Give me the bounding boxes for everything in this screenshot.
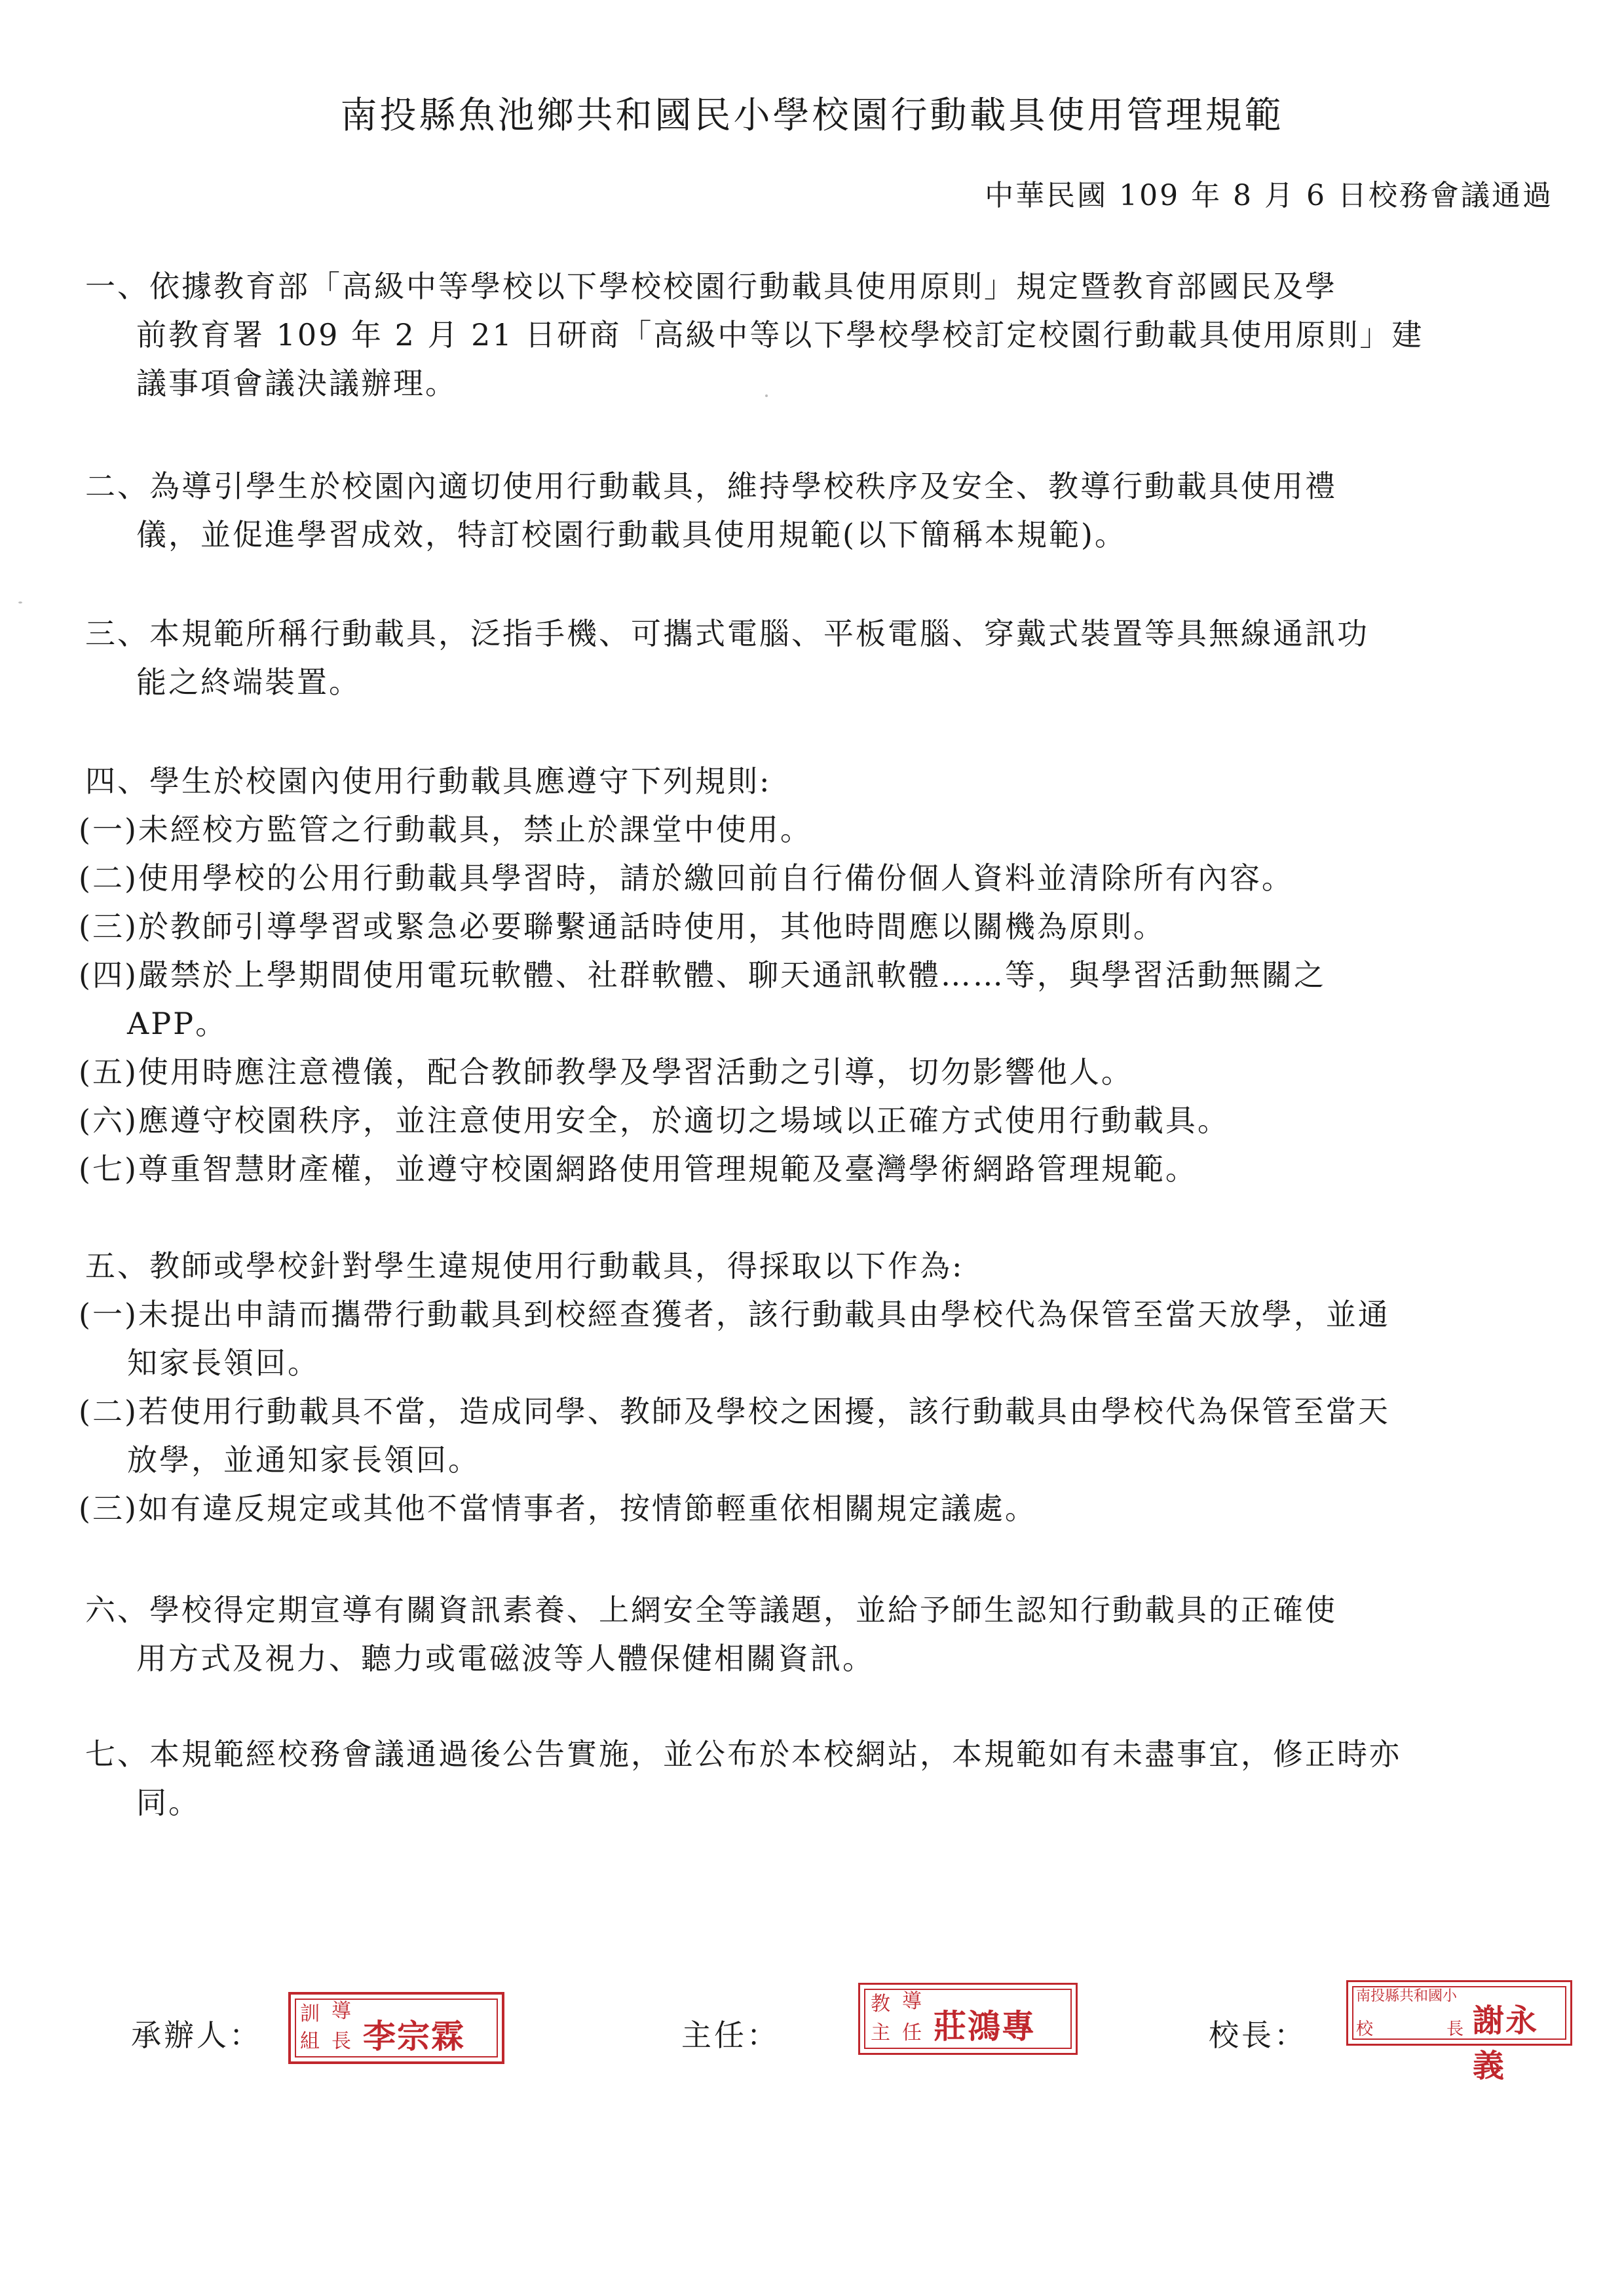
section-4-item-4-cont: APP。 xyxy=(127,1006,228,1041)
section-4-item-7: (七)尊重智慧財產權，並遵守校園網路使用管理規範及臺灣學術網路管理規範。 xyxy=(79,1151,1198,1187)
section-2-line-1: 二、為導引學生於校園內適切使用行動載具，維持學校秩序及安全、教導行動載具使用禮 xyxy=(85,469,1337,504)
section-5-item-2: (二)若使用行動載具不當，造成同學、教師及學校之困擾，該行動載具由學校代為保管至當天 xyxy=(79,1394,1390,1429)
section-1 xyxy=(85,262,1546,408)
principal-stamp-name: 謝永義 xyxy=(1473,2002,1539,2084)
handler-label: 承辦人： xyxy=(131,2018,262,2053)
director-stamp-char-3: 主 xyxy=(871,2021,890,2044)
handler-stamp-name: 李宗霖 xyxy=(363,2017,465,2056)
signature-row xyxy=(0,1979,1624,2084)
director-stamp xyxy=(858,1983,1078,2055)
section-4-heading: 四、學生於校園內使用行動載具應遵守下列規則: xyxy=(85,763,772,799)
handler-stamp-char-1: 訓 xyxy=(300,2002,320,2025)
section-2 xyxy=(85,462,1546,559)
section-6-line-2: 用方式及視力、聽力或電磁波等人體保健相關資訊。 xyxy=(136,1641,875,1676)
section-1-line-1: 一、依據教育部「高級中等學校以下學校校園行動載具使用原則」規定暨教育部國民及學 xyxy=(85,269,1337,304)
section-3 xyxy=(85,609,1546,706)
principal-stamp-top: 南投縣共和國小 xyxy=(1356,1988,1458,2004)
section-1-line-3: 議事項會議決議辦理。 xyxy=(136,366,457,401)
section-3-line-1: 三、本規範所稱行動載具，泛指手機、可攜式電腦、平板電腦、穿戴式裝置等具無線通訊功 xyxy=(85,616,1369,651)
principal-label: 校長： xyxy=(1209,2018,1307,2053)
principal-stamp-char-1: 校 xyxy=(1356,2019,1374,2039)
handler-stamp xyxy=(288,1992,504,2064)
section-6-line-1: 六、學校得定期宣導有關資訊素養、上網安全等議題，並給予師生認知行動載具的正確使 xyxy=(85,1592,1337,1628)
section-5-item-1: (一)未提出申請而攜帶行動載具到校經查獲者，該行動載具由學校代為保管至當天放學，並通 xyxy=(79,1297,1390,1332)
director-stamp-char-1: 教 xyxy=(871,1993,890,2016)
section-7-line-2: 同。 xyxy=(136,1785,200,1820)
section-4 xyxy=(79,757,1546,1193)
section-5-item-2-cont: 放學，並通知家長領回。 xyxy=(127,1442,480,1478)
handler-stamp-char-3: 組 xyxy=(300,2030,320,2053)
section-5-item-3: (三)如有違反規定或其他不當情事者，按情節輕重依相關規定議處。 xyxy=(79,1491,1037,1526)
principal-stamp xyxy=(1346,1980,1572,2084)
scan-speck xyxy=(18,602,22,603)
section-5-heading: 五、教師或學校針對學生違規使用行動載具，得採取以下作為: xyxy=(85,1248,964,1284)
section-5-item-1-cont: 知家長領回。 xyxy=(127,1345,320,1381)
handler-stamp-char-2: 導 xyxy=(331,2000,351,2023)
section-2-line-2: 儀，並促進學習成效，特訂校園行動載具使用規範(以下簡稱本規範)。 xyxy=(136,517,1127,552)
section-5 xyxy=(79,1242,1546,1533)
section-4-item-5: (五)使用時應注意禮儀，配合教師教學及學習活動之引導，切勿影響他人。 xyxy=(79,1054,1133,1090)
approval-date: 中華民國 109 年 8 月 6 日校務會議通過 xyxy=(985,179,1553,212)
section-4-item-4: (四)嚴禁於上學期間使用電玩軟體、社群軟體、聊天通訊軟體……等，與學習活動無關之 xyxy=(79,957,1326,993)
section-4-item-6: (六)應遵守校園秩序，並注意使用安全，於適切之場域以正確方式使用行動載具。 xyxy=(79,1103,1230,1138)
handler-stamp-char-4: 長 xyxy=(331,2030,351,2053)
director-stamp-char-4: 任 xyxy=(902,2021,922,2044)
section-4-item-3: (三)於教師引導學習或緊急必要聯繫通話時使用，其他時間應以關機為原則。 xyxy=(79,909,1165,944)
section-4-item-1: (一)未經校方監管之行動載具，禁止於課堂中使用。 xyxy=(79,812,812,847)
director-label: 主任： xyxy=(681,2018,780,2053)
section-7 xyxy=(85,1730,1546,1827)
section-4-item-2: (二)使用學校的公用行動載具學習時，請於繳回前自行備份個人資料並清除所有內容。 xyxy=(79,860,1294,896)
principal-stamp-char-2: 長 xyxy=(1446,2019,1464,2039)
section-7-line-1: 七、本規範經校務會議通過後公告實施，並公布於本校網站，本規範如有未盡事宜，修正時亦 xyxy=(85,1736,1401,1772)
section-3-line-2: 能之終端裝置。 xyxy=(136,664,361,700)
director-stamp-name: 莊鴻專 xyxy=(934,2007,1036,2046)
scan-speck xyxy=(765,394,768,397)
section-6 xyxy=(85,1586,1546,1683)
section-1-line-2: 前教育署 109 年 2 月 21 日研商「高級中等以下學校學校訂定校園行動載具使用原則」建 xyxy=(136,317,1424,353)
document-title: 南投縣魚池鄉共和國民小學校園行動載具使用管理規範 xyxy=(340,94,1284,137)
director-stamp-char-2: 導 xyxy=(902,1990,922,2013)
